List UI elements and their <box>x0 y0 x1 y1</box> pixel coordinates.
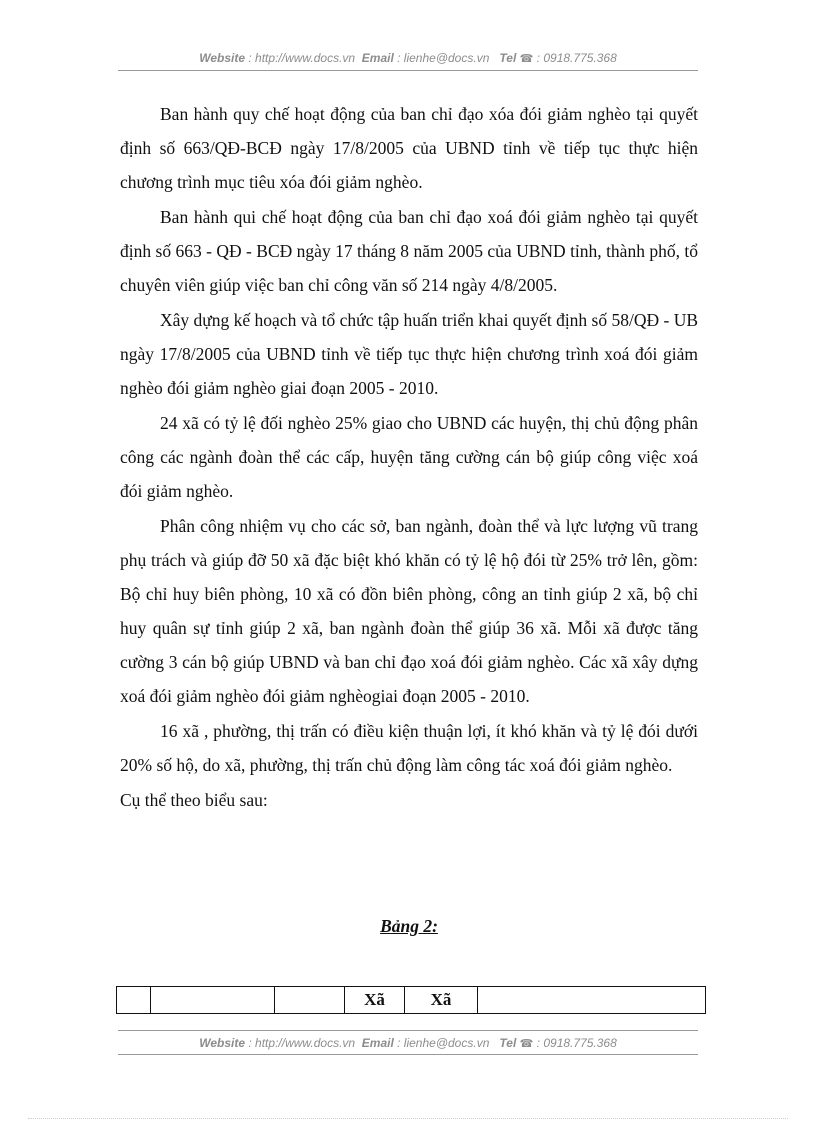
table-cell: Xã <box>345 987 405 1014</box>
website-url[interactable]: http://www.docs.vn <box>255 51 356 65</box>
tel-separator: : <box>533 1036 544 1050</box>
paragraph-2: Ban hành qui chế hoạt động của ban chỉ đạo xoá đói giảm nghèo tại quyết định số 663 - QĐ - BCĐ ngày 17 tháng 8 năm 2005 của UBND tỉnh, thành phố, tổ chuyên viên giúp việc ban chỉ công văn số 214 ngày 4/8/2005. <box>120 207 698 295</box>
email-address[interactable]: lienhe@docs.vn <box>403 51 490 65</box>
tel-label: Tel <box>499 1036 517 1050</box>
email-separator: : <box>393 1036 404 1050</box>
table-cell <box>275 987 345 1014</box>
page-header <box>118 51 698 65</box>
website-url[interactable]: http://www.docs.vn <box>255 1036 356 1050</box>
website-label: Website <box>199 1036 246 1050</box>
website-separator: : <box>245 1036 256 1050</box>
footer-bottom-divider <box>118 1054 698 1055</box>
paragraph-5: Phân công nhiệm vụ cho các sở, ban ngành, đoàn thể và lực lượng vũ trang phụ trách và giúp đỡ 50 xã đặc biệt khó khăn có tỷ lệ hộ đói từ 25% trở lên, gồm: Bộ chỉ huy biên phòng, 10 xã có đồn biên phòng, công an tỉnh giúp 2 xã, bộ chỉ huy quân sự tỉnh giúp 2 xã, ban ngành đoàn thể giúp 36 xã. Mỗi xã được tăng cường 3 cán bộ giúp UBND và ban chỉ đạo xoá đói giảm nghèo. Các xã xây dựng xoá đói giảm nghèo đói giảm nghèogiai đoạn 2005 - 2010. <box>120 516 698 706</box>
table-cell: Xã <box>405 987 478 1014</box>
paragraph-3: Xây dựng kế hoạch và tổ chức tập huấn triển khai quyết định số 58/QĐ - UB ngày 17/8/2005 của UBND tỉnh về tiếp tục thực hiện chương trình xoá đói giảm nghèo đói giảm nghèo giai đoạn 2005 - 2010. <box>120 310 699 398</box>
tel-separator: : <box>533 51 544 65</box>
footer-divider <box>118 1030 698 1031</box>
header-divider <box>118 70 698 71</box>
email-label: Email <box>361 1036 394 1050</box>
table-caption: Bảng 2: <box>380 916 438 936</box>
lead-in-text: Cụ thể theo biểu sau: <box>120 790 268 810</box>
website-label: Website <box>199 51 246 65</box>
table-row <box>117 987 706 1014</box>
paragraph-4: 24 xã có tỷ lệ đối nghèo 25% giao cho UBND các huyện, thị chủ động phân công các ngành đoàn thể các cấp, huyện tăng cường cán bộ giúp công việc xoá đói giảm nghèo. <box>120 413 698 501</box>
phone-icon: ☎ <box>519 53 534 65</box>
page-bottom-dotted-line <box>28 1118 788 1119</box>
paragraph-6: 16 xã , phường, thị trấn có điều kiện thuận lợi, ít khó khăn và tỷ lệ đói dưới 20% số hộ, do xã, phường, thị trấn chủ động làm công tác xoá đói giảm nghèo. <box>120 721 698 775</box>
tel-number: 0918.775.368 <box>543 1036 617 1050</box>
website-separator: : <box>245 51 256 65</box>
email-separator: : <box>393 51 404 65</box>
phone-icon: ☎ <box>519 1038 534 1050</box>
page-footer <box>118 1036 698 1050</box>
data-table <box>116 986 706 1014</box>
table-cell <box>117 987 151 1014</box>
tel-label: Tel <box>499 51 517 65</box>
document-body <box>120 97 698 818</box>
tel-number: 0918.775.368 <box>543 51 617 65</box>
email-label: Email <box>361 51 394 65</box>
email-address[interactable]: lienhe@docs.vn <box>403 1036 490 1050</box>
table-cell <box>478 987 706 1014</box>
table-cell <box>151 987 275 1014</box>
paragraph-1: Ban hành quy chế hoạt động của ban chỉ đạo xóa đói giảm nghèo tại quyết định số 663/QĐ-BCĐ ngày 17/8/2005 của UBND tỉnh về tiếp tục thực hiện chương trình mục tiêu xóa đói giảm nghèo. <box>120 104 698 192</box>
